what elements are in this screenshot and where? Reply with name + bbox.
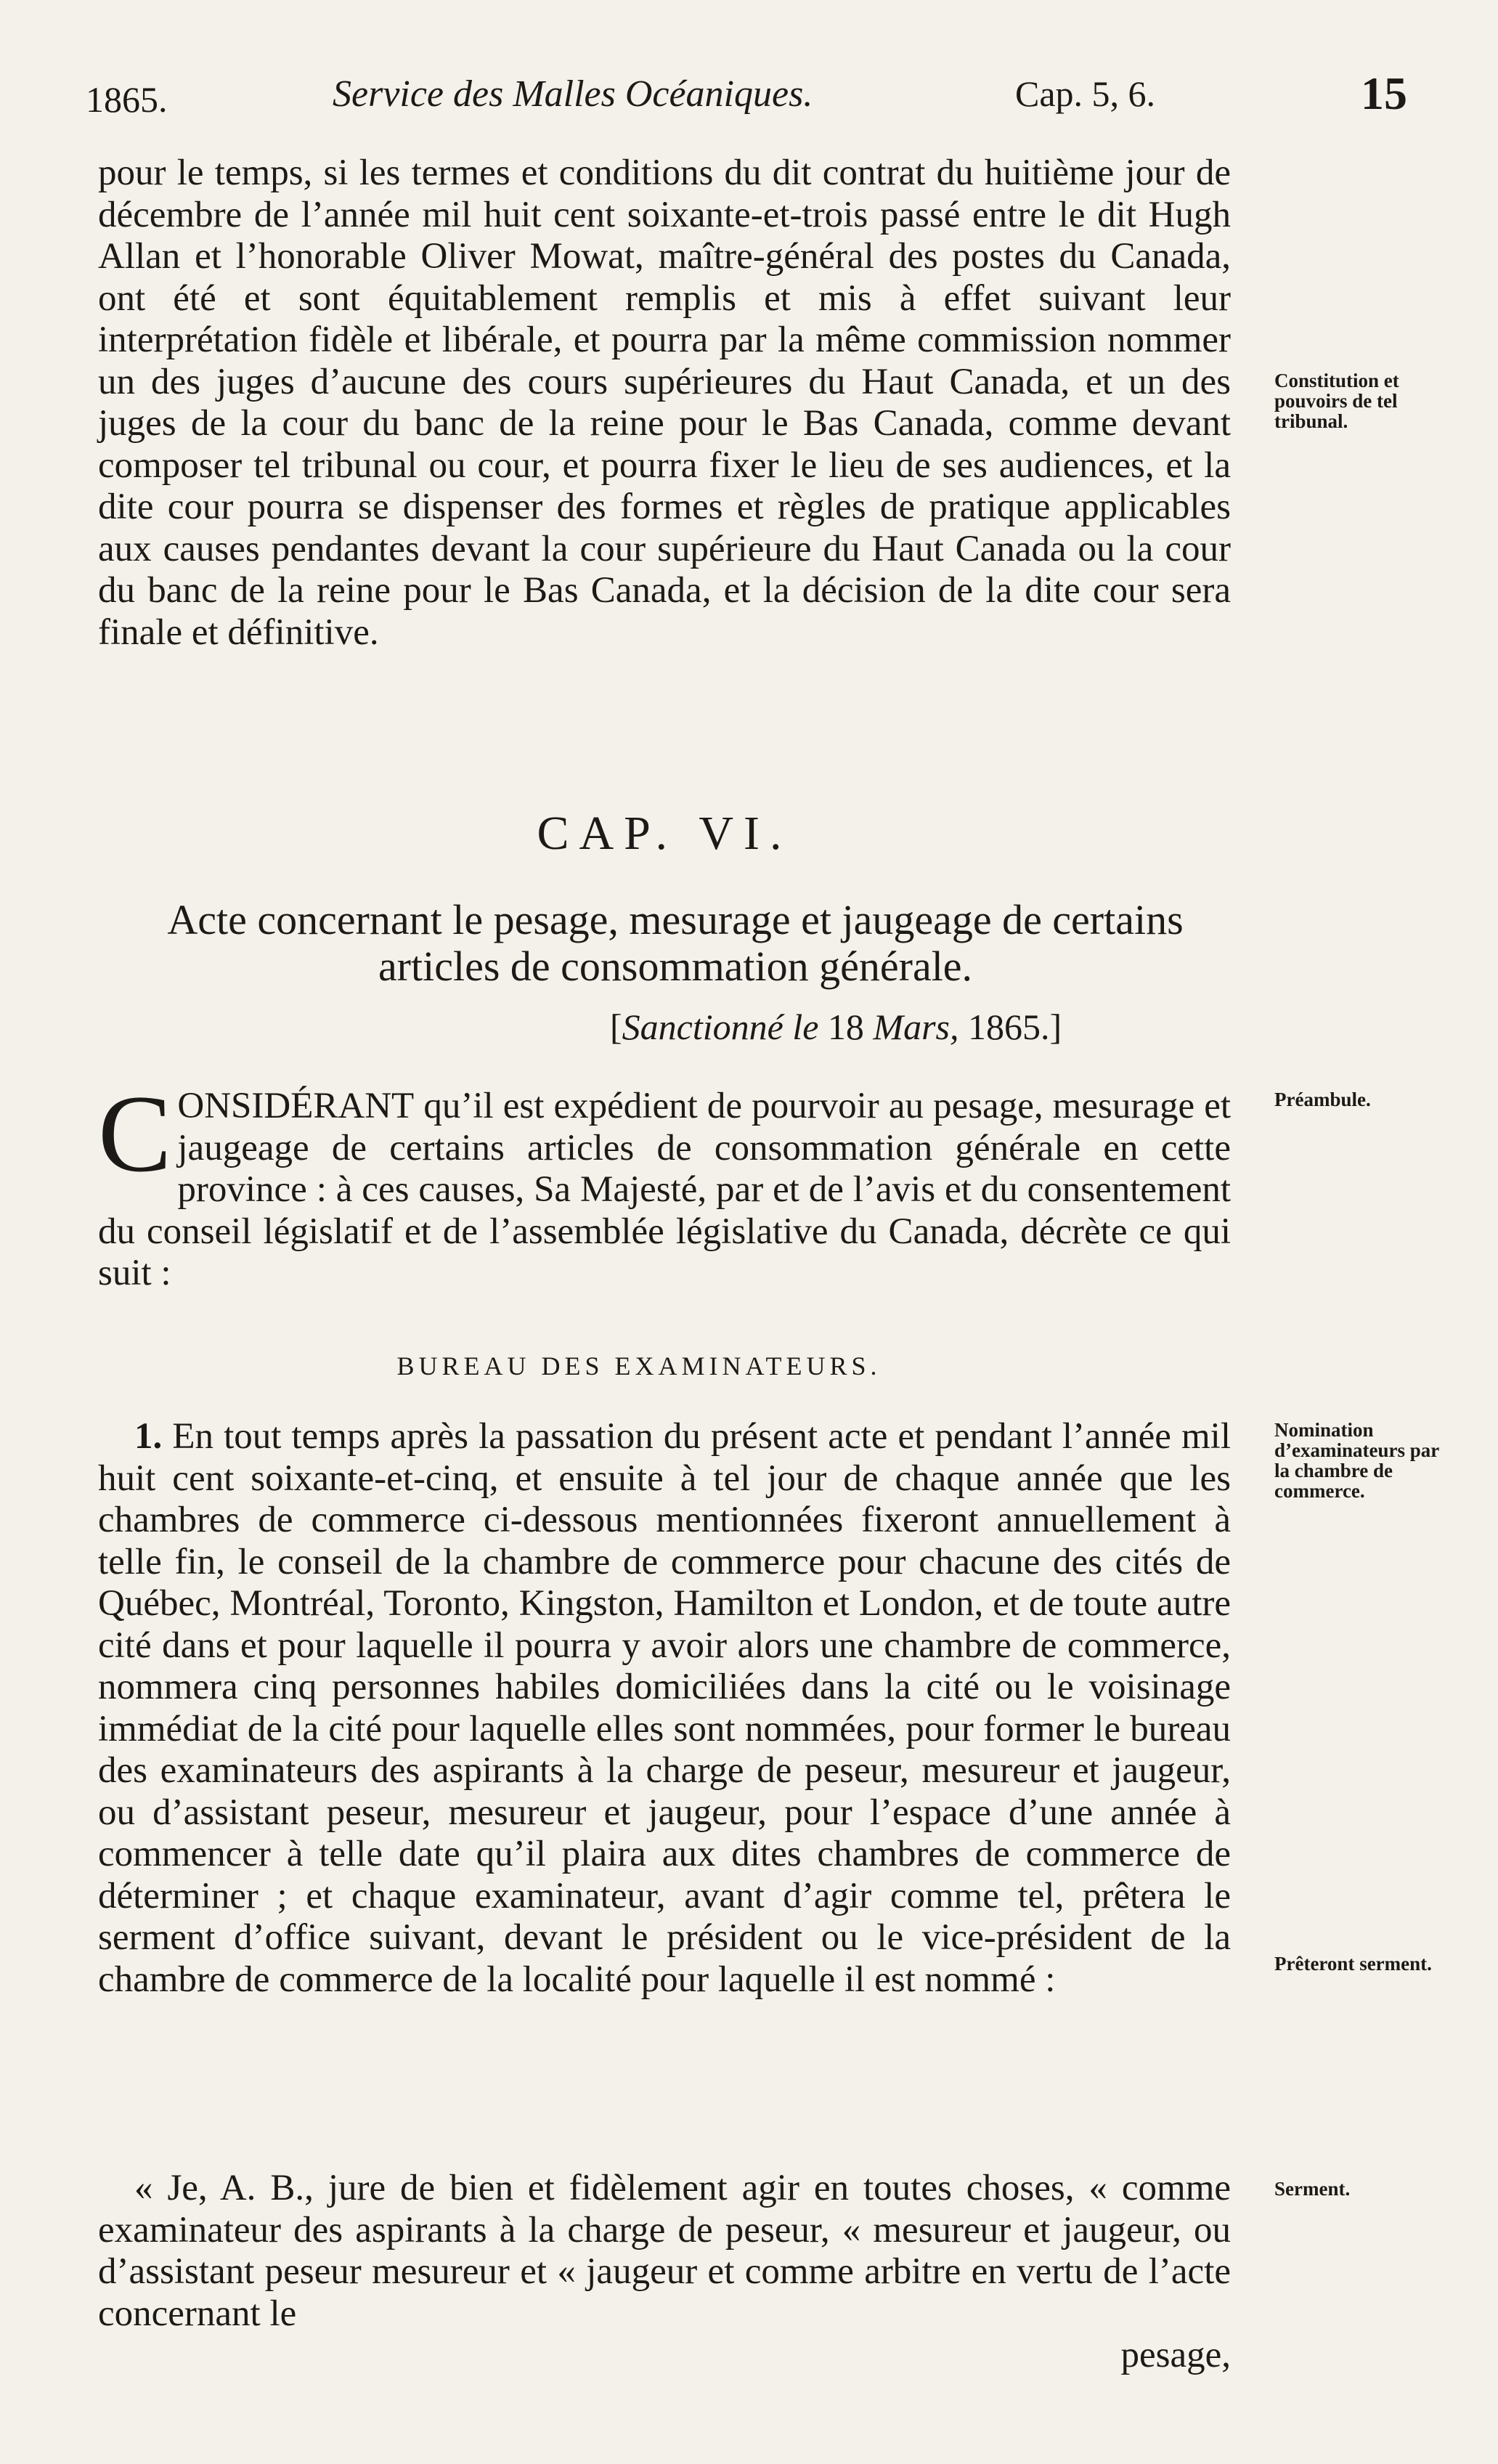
sanction-day: 18 <box>827 1007 864 1047</box>
header-title: Service des Malles Océaniques. <box>333 73 813 115</box>
drop-cap: C <box>98 1073 172 1195</box>
act-title: Acte concernant le pesage, mesurage et jaugeage de certains articles de consommation générale. <box>167 896 1184 990</box>
margin-note-constitution: Constitution et pouvoirs de tel tribunal. <box>1274 370 1399 432</box>
margin-note-serment-oath: Prêteront serment. <box>1274 1953 1432 1975</box>
sanction-date <box>610 1006 1062 1048</box>
section-1-text: En tout temps après la passation du présent acte et pendant l’année mil huit cent soixante-et-cinq, et ensuite à tel jour de chaque année que les chambres de commerce ci-dessous mentionnées fixeront annuellement à telle fin, le conseil de la chambre de commerce pour chacune des cités de Québec, Montréal, Toronto, Kingston, Hamilton et London, et de toute autre cité dans et pour laquelle il pourra y avoir alors une chambre de commerce, nommera cinq personnes habiles domiciliées dans la cité ou le voisinage immédiat de la cité pour laquelle elles sont nommées, pour former le bureau des examinateurs des aspirants à la charge de peseur, mesureur et jaugeur, ou d’assistant peseur, mesureur et jaugeur, pour l’espace d’une année à commencer à telle date qu’il plaira aux dites chambres de commerce de déterminer ; et chaque examinateur, avant d’agir comme tel, prêtera le serment d’office suivant, devant le président ou le vice-président de la chambre de commerce de la localité pour laquelle il est nommé : <box>98 1416 1232 2000</box>
oath-last-word: pesage, <box>1120 2335 1231 2375</box>
sanction-month: Mars, <box>873 1007 959 1047</box>
section-number: 1. <box>134 1416 163 1457</box>
continuation-paragraph: pour le temps, si les termes et conditions du dit contrat du huitième jour de décembre de l’année mil huit cent soixante-et-trois passé entre le dit Hugh Allan et l’honorable Oliver Mowat, maître-général des postes du Canada, ont été et sont équitablement remplis et mis à effet suivant leur interprétation fidèle et libérale, et pourra par la même commission nommer un des juges d’aucune des cours supérieures du Haut Canada, et un des juges de la cour du banc de la reine pour le Bas Canada, comme devant composer tel tribunal ou cour, et pourra fixer le lieu de ses audiences, et la dite cour pourra se dispenser des formes et règles de pratique applicables aux causes pendantes devant la cour supérieure du Haut Canada ou la cour du banc de la reine pour le Bas Canada, et la décision de la dite cour sera finale et définitive. <box>98 153 1231 653</box>
page-number: 15 <box>1361 68 1407 119</box>
sanction-bracket: [ <box>610 1007 622 1047</box>
running-header <box>86 68 1407 131</box>
preamble-paragraph <box>98 1073 1231 1295</box>
section-heading: BUREAU DES EXAMINATEURS. <box>396 1351 882 1381</box>
margin-note-preamble: Préambule. <box>1274 1089 1371 1110</box>
header-year: 1865. <box>86 79 168 120</box>
chapter-heading: CAP. VI. <box>537 807 792 860</box>
oath-paragraph <box>98 2168 1231 2377</box>
header-chapter-ref: Cap. 5, 6. <box>1015 73 1156 114</box>
section-1-paragraph <box>98 1416 1231 2001</box>
preamble-text: qu’il est expédient de pourvoir au pesage, mesurage et jaugeage de certains articles de consommation générale en cette province : à ces causes, Sa Majesté, par et de l’avis et du consentement du conseil législatif et de l’assemblée législative du Canada, décrète ce qui suit : <box>98 1086 1231 1293</box>
sanction-label: Sanctionné le <box>622 1007 819 1047</box>
oath-text: « Je, A. B., jure de bien et fidèlement agir en toutes choses, « comme examinateur des aspirants à la charge de peseur, « mesureur et jaugeur, ou d’assistant peseur mesureur et « jaugeur et comme arbitre en vertu de l’acte concernant le <box>98 2168 1231 2334</box>
sanction-year: 1865.] <box>968 1007 1062 1047</box>
margin-note-serment: Serment. <box>1274 2178 1351 2200</box>
preamble-caps-word: ONSIDÉRANT <box>177 1086 415 1126</box>
margin-note-nomination: Nomination d’examinateurs par la chambre de commerce. <box>1274 1419 1439 1502</box>
